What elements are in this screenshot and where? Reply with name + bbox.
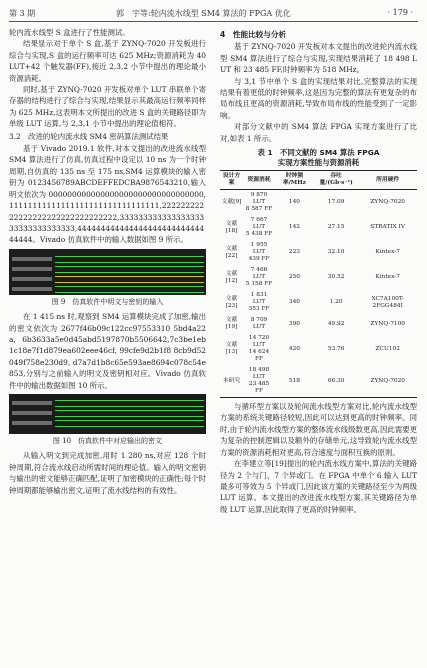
figure-10-caption: 图 10 仿真软件中对应输出的密文 [52,436,163,445]
table-cell: 7 667 LUT 5 438 FF [245,217,273,238]
table-header-cell: 时钟频率/MHz [282,173,306,187]
table-cell: 53.76 [327,345,345,352]
table-cell: 518 [288,377,300,384]
right-paragraph-1: 基于 ZYNQ-7020 开发板对本文提出的改进轮内流水线型 SM4 算法进行了综合与实现,实现结果消耗了 18 498 LUT 和 23 485 FF,时钟频率为 518 MHz。 [220,42,417,75]
left-paragraph-2: 同时,基于 ZYNQ-7020 开发板对单个 LUT 串联单个寄存器的结构进行了综合与实现,结果显示其最高运行频率同样为 625 MHz,这表明本文所提出的改进 S 盒的关键路径即为单级 LUT 运算,与 2,3,1 小节中提出的理论值相符。 [9,85,206,129]
table-cell: 30.52 [327,274,345,281]
table-cell: 49.92 [327,320,345,327]
right-column [220,27,417,515]
header-rule [9,21,418,22]
table-row [220,365,417,398]
left-paragraph-0: 轮内流水线型 S 盒进行了性能测试。 [9,28,130,37]
table-header-cell: 设计方案 [222,173,241,187]
table-cell: 文献[19] [225,317,238,331]
table-row [220,265,417,290]
right-paragraph-3: 对部分文献中的 SM4 算法 FPGA 实现方案进行了比对,如表 1 所示。 [220,122,417,143]
figure-9-simulation-input [9,249,206,295]
table-cell: 66.30 [327,377,345,384]
left-paragraph-3: 基于 Vivado 2019.1 软件,对本文提出的改进流水线型 SM4 算法进行了仿真,仿真过程中设定以 10 ns 为一个时钟周期,自仿真的 135 ns 至 175 ns,SM4 运算模块的输入密钥为 0123456789ABCDEFFEDCBA9876543210,输入明文依次为 000000000000000000000000000000000,11111111111111111111111111111111,22222222222222222222222222222222,33333333333333333333333333333333,44444444444444444444444444444444。Vivado 仿真软件中的输入数据如图 9 所示。 [9,144,206,245]
table-cell: 文献[22] [225,245,238,259]
table-cell: 420 [288,345,300,352]
table-cell: 223 [288,249,300,256]
table-cell: ZYNQ-7020 [370,377,405,384]
left-paragraph-5: 从输入明文到完成加密,用时 1 280 ns,对应 128 个时钟周期,符合流水线启动所需时间的理论值。输入的明文密钥与输出的密文能够正确匹配,证明了加密模块的正确性;每个时钟周期都能够输出密文,证明了流水线结构的有效性。 [9,451,206,495]
table-1 [220,170,417,398]
figure-10-simulation-output [9,394,206,434]
table-cell: 1 831 LUT 353 FF [248,292,270,313]
left-column [9,27,206,496]
table-cell: 250 [288,274,300,281]
left-paragraph-4: 在 1 415 ns 时,观察到 SM4 运算模块完成了加密,输出的密文依次为 2677f46b09c122cc97553310 5bd4a22a, 6b3633a5e0d45abd5197870b5506642,7c3be1eb1c18e7f1d879ea602eee46cf, 99cfe9d2b1f8 8cb9d52049f758e230d9, d7a7d1b8c65e593ae8694c078c54e853,分别与之前输入的明文及密钥相对应。Vivado 仿真软件中的输出数据如图 10 所示。 [9,312,206,390]
table-cell: Kintex-7 [375,274,400,281]
table-row [220,190,417,216]
table-header-cell: 所用硬件 [376,176,400,183]
table-cell: 文献[12] [225,270,238,284]
header-page: · 179 · [387,8,413,17]
table-cell: 18 498 LUT 23 485 FF [248,367,270,395]
right-paragraph-2: 与 3,1 节中单个 S 盒的实现结果对比,完整算法的实现结果有着更低的时钟频率,这是因为完整的算法有更复杂的布局布线且更高的资源消耗,导致布局布线的性能受到了一定影响。 [220,76,417,120]
section-3-2-heading: 3.2 改进的轮内流水线 SM4 密码算法测试结果 [9,131,169,141]
table-cell: 9 870 LUT 8 587 FF [245,192,273,213]
right-paragraph-5: 在李建立等[19]提出的轮内流水线方案中,算法的关键路径为 2 个与门、7 个异或门。在 FPGA 中单个 6 输入 LUT 最多可等效为 5 个异或门,因此该方案的关键路径至少为两级 LUT 运算。本文提出的改进流水线型方案,其关键路径为单级 LUT 运算,因此取得了更高的时钟频率。 [220,459,417,514]
table-cell: ZYNQ-7020 [370,199,405,206]
table-cell: 142 [288,224,300,231]
table-cell: 8 709 LUT [250,317,268,331]
header-issue: 第 3 期 [9,9,36,18]
table-cell: XC7A100T-2FGG484I [371,295,404,309]
table-header-row [220,171,417,190]
table-1-caption-line-2: 实现方案性能与资源消耗 [277,158,360,168]
table-cell: 27.15 [327,224,345,231]
figure-9-caption: 图 9 仿真软件中明文与密钥的输入 [51,297,164,306]
table-cell: 1 955 LUT 439 FF [248,242,270,263]
table-cell: 1.20 [329,299,343,306]
right-paragraph-4: 与循环型方案以及轮间流水线型方案对比,轮内流水线型方案的系统关键路径较短,因此可以达到更高的时钟频率。同时,由于轮内流水线型方案的整体流水线级数更高,因此需要更为复杂的控制逻辑以及额外的存储单元,这导致轮内流水线型方案的资源消耗相对更高,符合速度与面积互换的原则。 [220,402,417,457]
table-cell: ZCU102 [375,345,400,352]
table-1-caption-line-1: 表 1 不同文献的 SM4 算法 FPGA [257,148,380,158]
table-row [220,290,417,315]
table-cell: 14 720 LUT 14 624 FF [248,335,270,363]
table-cell: ZYNQ-7100 [370,320,405,327]
table-cell: 文献[18] [225,220,238,234]
table-1-caption [220,148,417,168]
left-paragraph-1: 结果显示对于单个 S 盒,基于 ZYNQ-7020 开发板进行综合与实现,S 盒的运行频率可达 625 MHz;资源消耗为 40 LUT+42 个触发器(FF),接近 2,3,2 小节中提出的理论最小资源消耗。 [9,39,206,83]
table-cell: 文献[9] [221,199,242,206]
table-row [220,315,417,333]
table-row [220,240,417,265]
table-cell: 17.09 [327,199,345,206]
table-cell: 390 [288,320,300,327]
table-cell: 文献[13] [225,342,238,356]
table-cell: 340 [288,299,300,306]
table-cell: 文献[23] [225,295,238,309]
table-cell: 7 466 LUT 5 158 FF [245,267,273,288]
table-cell: 140 [288,199,300,206]
table-cell: STRATIX IV [370,224,406,231]
table-row [220,333,417,365]
table-cell: Kintex-7 [375,249,400,256]
section-4-heading: 4 性能比较与分析 [220,30,287,39]
table-header-cell: 资源消耗 [247,176,271,183]
table-cell: 32.10 [327,249,345,256]
table-cell: 本研究 [222,377,241,384]
table-row [220,215,417,240]
table-header-cell: 吞吐量/(Gb·s⁻¹) [319,173,353,187]
header-title: 郭 宇等:轮内流水线型 SM4 算法的 FPGA 优化 [116,9,291,18]
